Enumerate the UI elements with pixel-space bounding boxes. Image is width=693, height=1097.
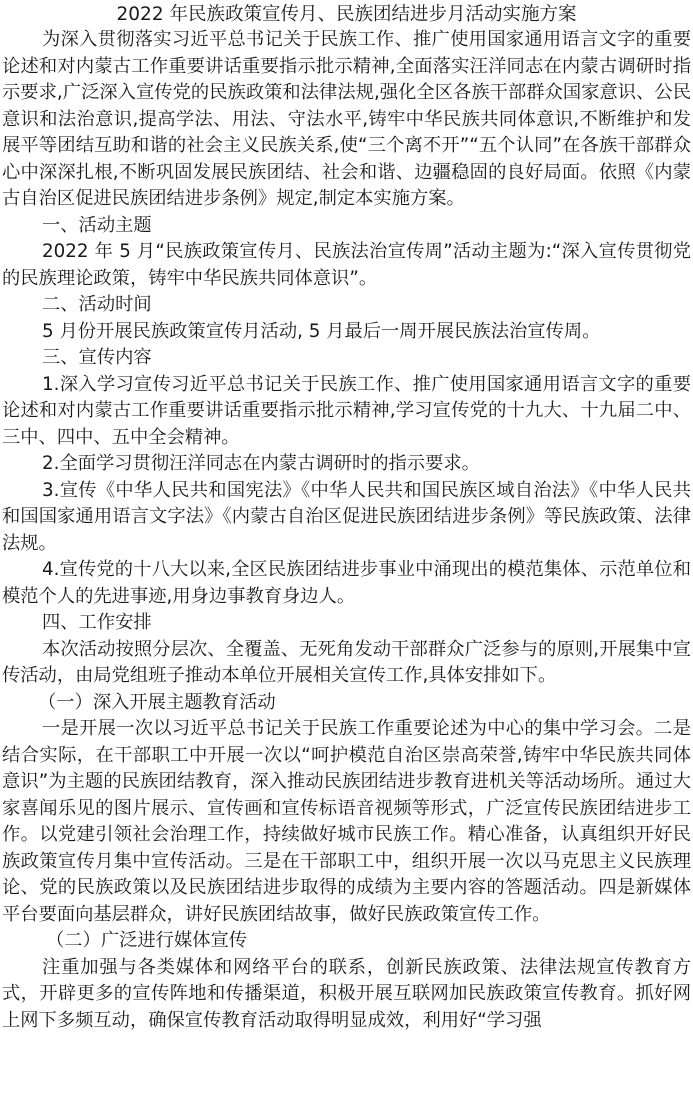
- content-item-1: 1.深入学习宣传习近平总书记关于民族工作、推广使用国家通用语言文字的重要论述和对内蒙古工作重要讲话重要指示批示精神,学习宣传党的十九大、十九届二中、三中、四中、五中全会精神。: [2, 373, 691, 448]
- content-item-3: 3.宣传《中华人民共和国宪法》《中华人民共和国民族区域自治法》《中华人民共和国国家通用语言文字法》《内蒙古自治区促进民族团结进步条例》等民族政策、法律法规。: [2, 479, 691, 554]
- subsection-body-education: 一是开展一次以习近平总书记关于民族工作重要论述为中心的集中学习会。二是结合实际，在干部职工中开展一次以“呵护模范自治区崇高荣誉,铸牢中华民族共同体意识”为主题的民族团结教育，深入推动民族团结进步教育进机关等活动场所。通过大家喜闻乐见的图片展示、宣传画和宣传标语音视频等形式，广泛宣传民族团结进步工作。以党建引领社会治理工作，持续做好城市民族工作。精心准备，认真组织开好民族政策宣传月集中宣传活动。三是在干部职工中，组织开展一次以马克思主义民族理论、党的民族政策以及民族团结进步取得的成绩为主要内容的答题活动。四是新媒体平台要面向基层群众，讲好民族团结故事，做好民族政策宣传工作。: [2, 718, 691, 925]
- subsection-heading-education: （一）深入开展主题教育活动: [38, 691, 276, 713]
- content-item-2: 2.全面学习贯彻汪洋同志在内蒙古调研时的指示要求。: [42, 453, 480, 474]
- document-title: 2022 年民族政策宣传月、民族团结进步月活动实施方案: [116, 4, 577, 25]
- section-body-theme: 2022 年 5 月“民族政策宣传月、民族法治宣传周”活动主题为:“深入宣传贯彻党的民族理论政策，铸牢中华民族共同体意识”。: [2, 241, 691, 289]
- section-body-time: 5 月份开展民族政策宣传月活动, 5 月最后一周开展民族法治宣传周。: [42, 320, 601, 342]
- section-heading-time: 二、活动时间: [42, 294, 152, 315]
- section-heading-content: 三、宣传内容: [42, 347, 152, 368]
- subsection-body-media: 注重加强与各类媒体和网络平台的联系，创新民族政策、法律法规宣传教育方式，开辟更多的宣传阵地和传播渠道，积极开展互联网加民族政策宣传教育。抓好网上网下多频互动，确保宣传教育活动取得明显成效，利用好“学习强: [2, 956, 691, 1031]
- section-heading-arrangement: 四、工作安排: [42, 612, 152, 633]
- intro-paragraph: 为深入贯彻落实习近平总书记关于民族工作、推广使用国家通用语言文字的重要论述和对内蒙古工作重要讲话重要指示批示精神,全面落实汪洋同志在内蒙古调研时指示要求,广泛深入宣传党的民族政策和法律法规,强化全区各族干部群众国家意识、公民意识和法治意识,提高学法、用法、守法水平,铸牢中华民族共同体意识,不断维护和发展平等团结互助和谐的社会主义民族关系,使“三个离不开”“五个认同”在各族干部群众心中深深扎根,不断巩固发展民族团结、社会和谐、边疆稳固的良好局面。依照《内蒙古自治区促进民族团结进步条例》规定,制定本实施方案。: [2, 29, 691, 209]
- subsection-heading-media: （二）广泛进行媒体宣传: [46, 930, 248, 951]
- content-item-4: 4.宣传党的十八大以来,全区民族团结进步事业中涌现出的模范集体、示范单位和模范个人的先进事迹,用身边事教育身边人。: [2, 559, 691, 607]
- section-body-arrangement: 本次活动按照分层次、全覆盖、无死角发动干部群众广泛参与的原则,开展集中宣传活动，由局党组班子推动本单位开展相关宣传工作,具体安排如下。: [2, 638, 691, 686]
- section-heading-theme: 一、活动主题: [42, 214, 152, 236]
